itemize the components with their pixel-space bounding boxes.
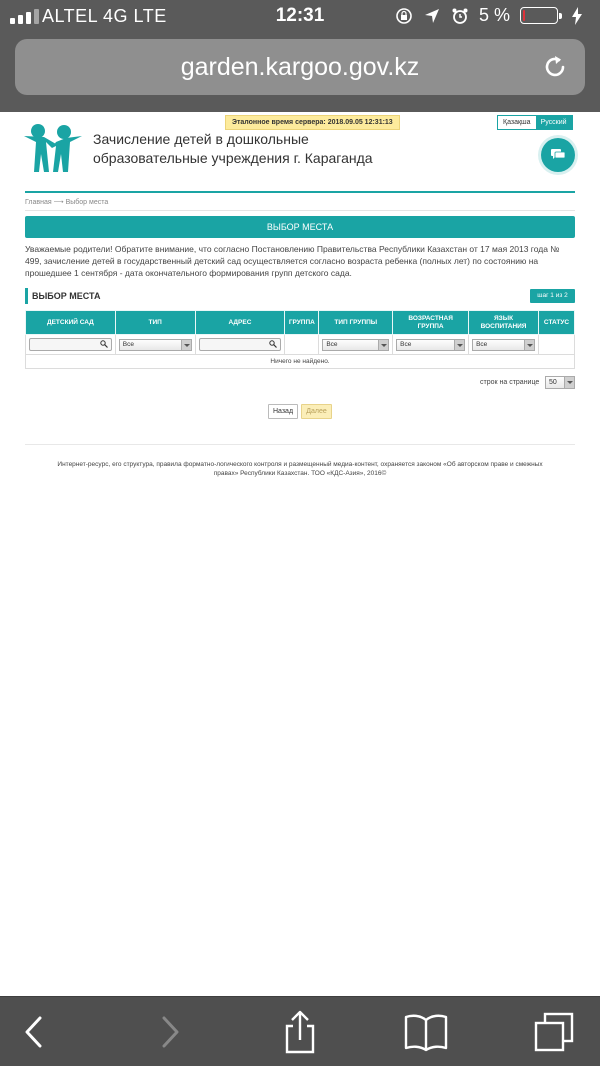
back-nav-button[interactable]: [12, 1011, 56, 1053]
group-type-filter-select[interactable]: [322, 339, 389, 351]
status-bar: [0, 0, 600, 34]
column-header-language[interactable]: ЯЗЫК ВОСПИТАНИЯ: [469, 311, 539, 335]
group-type-filter-value: Все: [326, 340, 338, 348]
page-title: Зачисление детей в дошкольные образовательные учреждения г. Караганда: [93, 131, 373, 166]
orientation-lock-icon: [395, 7, 413, 25]
chevron-down-icon: [378, 340, 388, 350]
chevron-down-icon: [564, 377, 574, 388]
browser-toolbar: [0, 996, 600, 1066]
chevron-down-icon: [524, 340, 534, 350]
language-filter-select[interactable]: [472, 339, 535, 351]
forward-nav-button[interactable]: [148, 1011, 192, 1053]
breadcrumb[interactable]: Главная ⟶ Выбор места: [25, 199, 109, 206]
footer-divider: [25, 444, 575, 445]
address-bar[interactable]: [15, 39, 585, 95]
status-indicators: [395, 5, 586, 26]
book-icon: [404, 1012, 448, 1052]
type-filter-value: Все: [122, 340, 134, 348]
rows-per-page-value: 50: [549, 379, 557, 386]
section-title: ВЫБОР МЕСТА: [32, 291, 101, 301]
parents-notice: Уважаемые родители! Обратите внимание, что согласно Постановлению Правительства Республики Казахстан от 17 мая 2013 года № 499, зачисление детей в государственный детский сад осуществляется согласно возраста ребенка (полных лет) по состоянию на прошедшее 1 сентября - дата окончательного формирования групп детского сада.: [25, 244, 560, 278]
rows-per-page-select[interactable]: [545, 376, 575, 389]
column-header-address[interactable]: АДРЕС: [195, 311, 285, 335]
bookmarks-button[interactable]: [404, 1011, 448, 1053]
charging-icon: [568, 7, 586, 25]
kindergarten-filter-input[interactable]: [29, 338, 112, 351]
server-time-badge: Эталонное время сервера: 2018.09.05 12:31:13: [225, 115, 400, 130]
language-switch: [497, 115, 573, 130]
back-button[interactable]: Назад: [268, 404, 298, 419]
url-text[interactable]: garden.kargoo.gov.kz: [180, 53, 420, 81]
next-button[interactable]: Далее: [301, 404, 332, 419]
header-divider: [25, 191, 575, 193]
type-filter-select[interactable]: [119, 339, 192, 351]
column-header-status[interactable]: СТАТУС: [538, 311, 574, 335]
rows-per-page-label: строк на странице: [480, 379, 540, 386]
kindergarten-table: [25, 310, 575, 369]
tabs-button[interactable]: [532, 1011, 576, 1053]
lang-russian-button[interactable]: Русский: [536, 116, 572, 129]
status-clock: 12:31: [275, 5, 325, 26]
search-icon: [269, 340, 277, 348]
page-content: [0, 112, 600, 996]
filter-row: [26, 335, 575, 355]
column-header-group-type[interactable]: ТИП ГРУППЫ: [319, 311, 393, 335]
column-header-type[interactable]: ТИП: [115, 311, 195, 335]
battery-percent: 5 %: [478, 5, 510, 25]
chevron-left-icon: [24, 1016, 44, 1048]
empty-message: Ничего не найдено.: [26, 355, 575, 369]
search-icon: [100, 340, 108, 348]
section-accent-bar: [25, 288, 28, 304]
alarm-icon: [451, 7, 469, 25]
step-badge: шаг 1 из 2: [530, 289, 575, 303]
breadcrumb-divider: [25, 210, 575, 211]
chevron-down-icon: [181, 340, 191, 350]
share-button[interactable]: [278, 1011, 322, 1053]
language-filter-value: Все: [476, 340, 488, 348]
column-header-group[interactable]: ГРУППА: [285, 311, 319, 335]
group-filter-cell: [285, 335, 319, 355]
age-group-filter-value: Все: [400, 340, 412, 348]
location-icon: [423, 7, 441, 25]
carrier-label: ALTEL 4G LTE: [42, 6, 167, 26]
address-filter-input[interactable]: [199, 338, 282, 351]
children-logo-icon[interactable]: [22, 122, 84, 174]
chat-icon: [551, 149, 565, 161]
chevron-down-icon: [454, 340, 464, 350]
chat-button[interactable]: [541, 138, 575, 172]
age-group-filter-select[interactable]: [396, 339, 465, 351]
empty-row: [26, 355, 575, 369]
chevron-right-icon: [160, 1016, 180, 1048]
battery-icon: [520, 7, 558, 24]
tabs-icon: [534, 1012, 574, 1052]
share-icon: [283, 1010, 317, 1054]
choose-place-banner: ВЫБОР МЕСТА: [25, 216, 575, 238]
footer-copyright: Интернет-ресурс, его структура, правила форматно-логического контроля и размещенный медиа-контент, охраняется законом «Об авторском праве и смежных правах» Республики Казахстан. ТОО «КДС-Азия», 2016©: [57, 461, 543, 477]
lang-kazakh-button[interactable]: Қазақша: [498, 116, 536, 129]
browser-chrome: [0, 0, 600, 112]
column-header-kindergarten[interactable]: ДЕТСКИЙ САД: [26, 311, 116, 335]
column-header-age-group[interactable]: ВОЗРАСТНАЯ ГРУППА: [393, 311, 469, 335]
reload-icon[interactable]: [541, 53, 569, 81]
status-filter-cell: [538, 335, 574, 355]
